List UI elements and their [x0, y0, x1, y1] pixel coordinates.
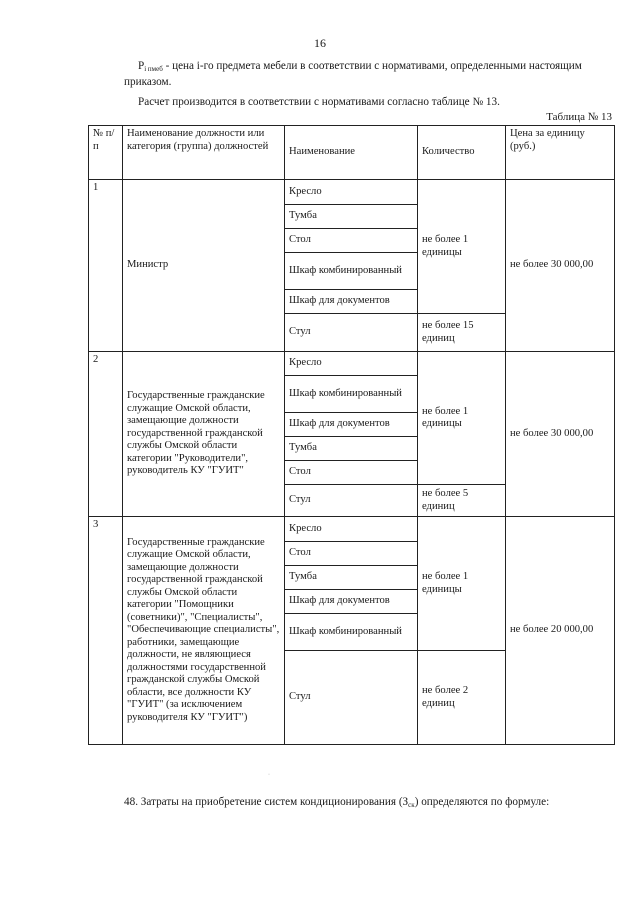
cell-item: Шкаф для документов	[285, 290, 418, 314]
cell-item: Стол	[285, 542, 418, 566]
table-row	[89, 180, 615, 205]
cell-item: Стул	[285, 485, 418, 517]
header-name: Наименование	[285, 126, 418, 180]
norms-table	[88, 125, 615, 745]
cell-item: Стул	[285, 651, 418, 745]
price-symbol: P	[138, 60, 145, 72]
section-48-text-end: ) определяются по формуле:	[414, 796, 550, 808]
cell-item: Шкаф для документов	[285, 413, 418, 437]
cell-qty: не более 5 единиц	[418, 485, 506, 517]
cell-item: Стол	[285, 229, 418, 253]
cell-item: Кресло	[285, 517, 418, 542]
cell-item: Шкаф комбинированный	[285, 376, 418, 413]
cell-item: Кресло	[285, 180, 418, 205]
cell-price: не более 30 000,00	[506, 352, 615, 517]
cell-num: 3	[89, 517, 123, 745]
header-position: Наименование должности или категория (группа) должностей	[123, 126, 285, 180]
paragraph-calculation: Расчет производится в соответствии с нормативами согласно таблице № 13.	[138, 96, 500, 108]
cell-item: Стул	[285, 314, 418, 352]
cell-position: Государственные гражданские служащие Омской области, замещающие должности государственной гражданской службы Омской области категории "Руководители", руководитель КУ "ГУИТ"	[123, 352, 285, 517]
cell-position: Министр	[123, 180, 285, 352]
cell-item: Шкаф комбинированный	[285, 614, 418, 651]
cell-item: Кресло	[285, 352, 418, 376]
table-label: Таблица № 13	[546, 111, 612, 123]
cell-item: Тумба	[285, 437, 418, 461]
cell-qty: не более 15 единиц	[418, 314, 506, 352]
section-48-heading	[124, 796, 549, 809]
cell-qty: не более 1 единицы	[418, 180, 506, 314]
cell-num: 2	[89, 352, 123, 517]
cell-qty: не более 1 единицы	[418, 517, 506, 651]
cell-qty: не более 1 единицы	[418, 352, 506, 485]
table-row	[89, 517, 615, 542]
cell-qty: не более 2 единиц	[418, 651, 506, 745]
cell-position: Государственные гражданские служащие Омской области, замещающие должности государственной гражданской службы Омской области категории "Помощники (советники)", "Специалисты", "Обеспечивающие специалисты", работники, замещающие должности, не являющиеся должностями государственной гражданской службы Омской области, все должности КУ "ГУИТ" (за исключением руководителя КУ "ГУИТ")	[123, 517, 285, 745]
price-definition-text: - цена i-го предмета мебели в соответствии с нормативами, определенными настоящим приказом.	[124, 60, 582, 88]
page-number: 16	[314, 36, 326, 50]
cell-price: не более 20 000,00	[506, 517, 615, 745]
table-header-row	[89, 126, 615, 180]
cell-item: Шкаф комбинированный	[285, 253, 418, 290]
cell-item: Тумба	[285, 566, 418, 590]
section-48-text: 48. Затраты на приобретение систем кондиционирования (З	[124, 796, 409, 808]
header-price: Цена за единицу (руб.)	[506, 126, 615, 180]
cell-price: не более 30 000,00	[506, 180, 615, 352]
cell-num: 1	[89, 180, 123, 352]
scan-mark: ·	[268, 772, 270, 778]
section-48-subscript: ск	[408, 801, 415, 809]
header-qty: Количество	[418, 126, 506, 180]
cell-item: Тумба	[285, 205, 418, 229]
header-num: № п/п	[89, 126, 123, 180]
price-symbol-subscript: i пмеб	[144, 65, 163, 73]
paragraph-price-definition	[124, 60, 618, 89]
cell-item: Стол	[285, 461, 418, 485]
table-row	[89, 352, 615, 376]
cell-item: Шкаф для документов	[285, 590, 418, 614]
